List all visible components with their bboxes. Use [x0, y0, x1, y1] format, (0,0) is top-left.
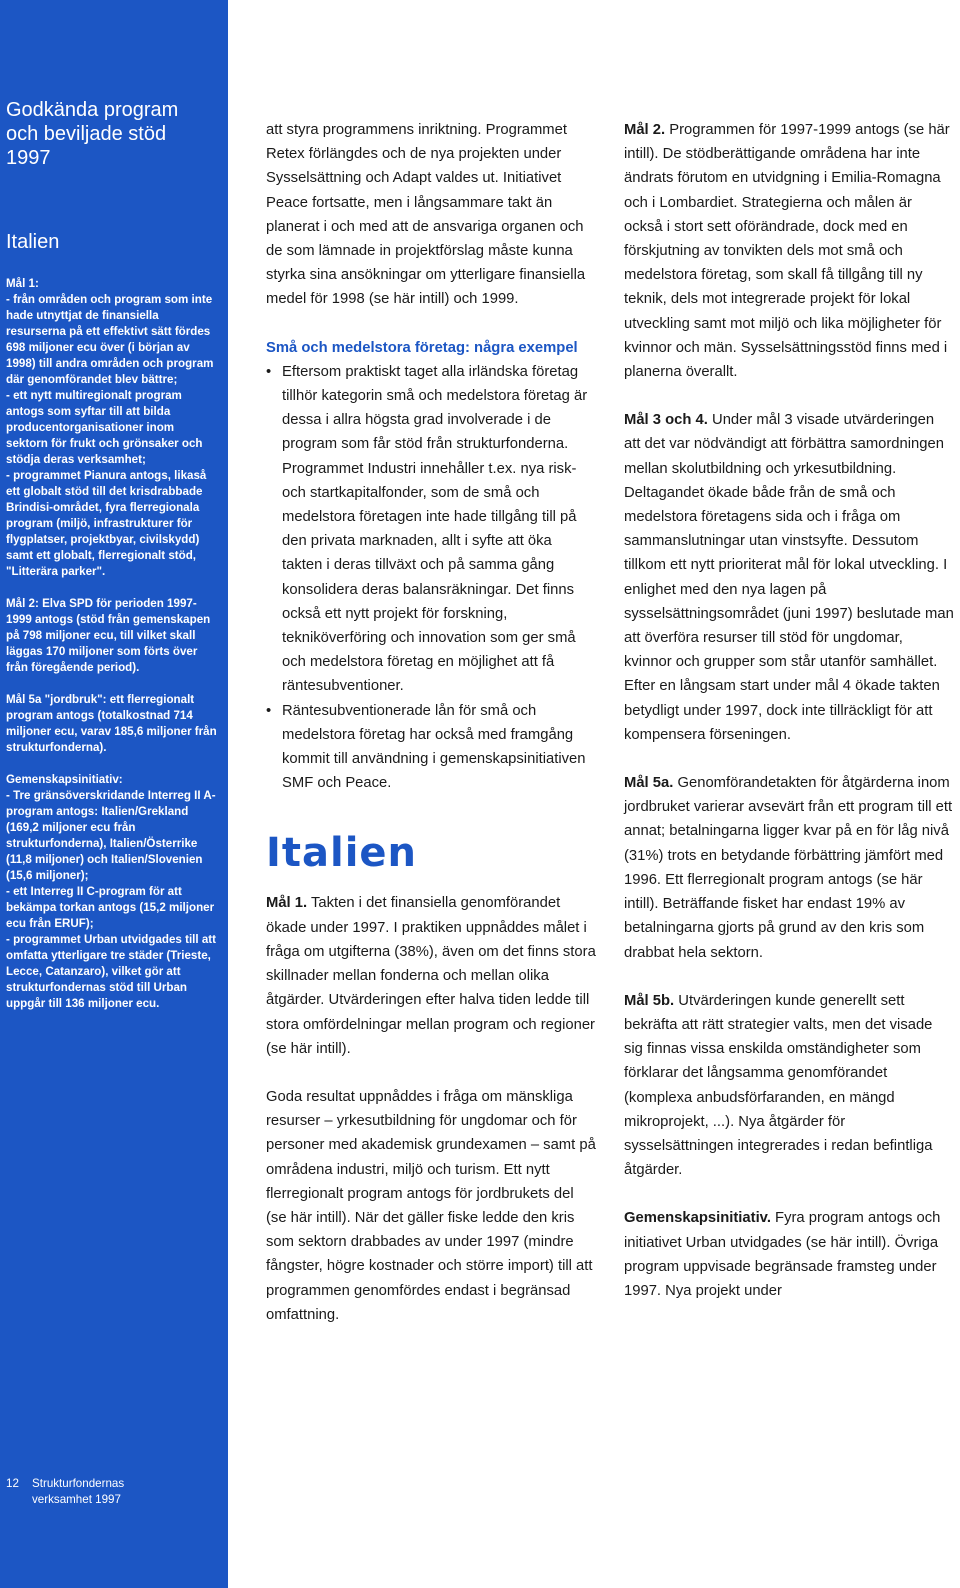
sme-heading: Små och medelstora företag: några exempel — [266, 339, 578, 356]
section-heading: Italien — [266, 830, 418, 877]
bullet-icon: • — [266, 702, 272, 719]
mal5a-label: Mål 5a. — [624, 775, 674, 792]
mal5a-paragraph — [624, 771, 954, 965]
middle-column — [266, 118, 596, 1327]
mal2-text: Programmen för 1997-1999 antogs (se här intill). De stödberättigande områdena har inte ändrats förutom en utvidgning i Emilia-Romagna och i Lombardiet. Strategierna och målen är också i stort sett oförändrade, dock med en förskjutning av tonvikten dels mot små och medelstora företag, som skall få tillgång till ny teknik, dels mot integrerade projekt för lokal utveckling samt mot miljö och lika möjligheter för kvinnor och män. Sysselsättningsstöd finns med i planerna överallt. — [624, 122, 950, 381]
mal1-text: Takten i det finansiella genomförandet ökade under 1997. I praktiken uppnåddes målet i fråga om utgifterna (38%), även om det finns stora skillnader mellan fonderna och mellan olika åtgärder. Utvärderingen efter halva tiden ledde till stora omfördelningar mellan program och regioner (se här intill). — [266, 895, 596, 1057]
bullet-text: Räntesubventionerade lån för små och medelstora företag har också med framgång kommit till användning i gemenskapsinitiativen SMF och Peace. — [282, 702, 586, 792]
sidebar-title: Godkända program och beviljade stöd 1997 — [6, 99, 179, 169]
intro-paragraph: att styra programmens inriktning. Programmet Retex förlängdes och de nya projekten under Sysselsättning och Adapt valdes ut. Initiativet Peace fortsatte, men i långsammare takt än planerat i och med att de ansvariga organen och de som lämnade in projektförslag måste kunna styrka sina ansökningar om ytterligare finansiella medel för 1998 (se här intill) och 1999. — [266, 122, 586, 308]
mal34-paragraph — [624, 408, 954, 747]
list-item — [266, 699, 596, 796]
mal34-text: Under mål 3 visade utvärderingen att det var nödvändigt att förbättra samordningen mellan skolutbildning och yrkesutbildning. Deltagandet ökade både från de små och medelstora företagens sida och i fråga om sammanslutningar utan vinstsyfte. Dessutom tillkom ett nytt prioriterat mål för lokal utveckling. I enlighet med den nya lagen på sysselsättningsområdet (juni 1997) beslutade man att överföra resurser till stöd för ungdomar, kvinnor och grupper som står utanför samhället. Efter en långsam start under mål 4 ökade takten betydligt under 1997, dock inte tillräckligt för att kompensera förseningen. — [624, 412, 954, 743]
sme-bullet-list — [266, 360, 596, 796]
bullet-icon: • — [266, 363, 272, 380]
goda-paragraph: Goda resultat uppnåddes i fråga om mänskliga resurser – yrkesutbildning för ungdomar och för personer med akademisk grundexamen – samt på områdena industri, miljö och turism. Ett nytt flerregionalt program antogs för jordbrukets del (se här intill). När det gäller fiske ledde den kris som sektorn drabbades av under 1997 (mindre fångster, högre kostnader och större import) till att programmen genomfördes endast i begränsad omfattning. — [266, 1088, 596, 1323]
sidebar-blocks — [6, 276, 218, 1028]
list-item — [266, 360, 596, 699]
page-number: 12 — [6, 1477, 19, 1490]
mal2-label: Mål 2. — [624, 122, 666, 138]
footer-text: Strukturfondernas verksamhet 1997 — [32, 1477, 125, 1506]
sidebar-block-gemenskapsinitiativ: Gemenskapsinitiativ: - Tre gränsöverskridande Interreg II A-program antogs: Italien/Grekland (169,2 miljoner ecu från strukturfonderna), Italien/Österrike (11,8 miljoner) och Italien/Slovenien (15,6 miljoner); - ett Interreg II C-program för att bekämpa torkan antogs (15,2 miljoner ecu från ERUF); - programmet Urban utvidgades till att omfatta ytterligare tre städer (Trieste, Lecce, Catanzaro), vilket gör att strukturfondernas stöd till Urban uppgår till 136 miljoner ecu. — [6, 773, 217, 1010]
gemenskapsinitiativ-paragraph — [624, 1206, 954, 1303]
sidebar-block-mal2: Mål 2: Elva SPD för perioden 1997-1999 antogs (stöd från gemenskapen på 798 miljoner ecu, till vilket skall läggas 170 miljoner som förts över från föregående period). — [6, 597, 211, 674]
right-column — [624, 118, 954, 1303]
mal5a-text: Genomförandetakten för åtgärderna inom jordbruket varierar avsevärt från ett program till ett annat; betalningarna ligger kvar på en för låg nivå (31%) trots en betydande förbättring jämfört med 1996. Ett flerregionalt program antogs (se här intill). Beträffande fisket har endast 19% av betalningarna gjorts på grund av den kris som drabbat hela sektorn. — [624, 775, 953, 961]
sidebar — [0, 0, 228, 1588]
sidebar-block-mal5a: Mål 5a "jordbruk": ett flerregionalt program antogs (totalkostnad 714 miljoner ecu, varav 185,6 miljoner från strukturfonderna). — [6, 693, 217, 754]
bullet-text: Eftersom praktiskt taget alla irländska företag tillhör kategorin små och medelstora företag är dessa i allra högsta grad involverade i de program som får stöd från strukturfonderna. Programmet Industri innehåller t.ex. nya risk- och startkapitalfonder, som de små och medelstora företagen inte hade tillgång till på den privata marknaden, allt i syfte att öka takten i deras tillväxt och på samma gång konsolidera deras balansräkningar. Det finns också ett nytt projekt för forskning, tekniköverföring och innovation som ger små och medelstora företag en möjlighet att få räntesubventioner. — [282, 363, 588, 695]
sidebar-country: Italien — [6, 231, 60, 253]
gemenskapsinitiativ-label: Gemenskapsinitiativ. — [624, 1210, 771, 1227]
mal1-label: Mål 1. — [266, 895, 308, 912]
mal2-paragraph — [624, 118, 954, 384]
mal5b-paragraph — [624, 989, 954, 1183]
sidebar-block-mal1: Mål 1: - från områden och program som inte hade utnyttjat de finansiella resurserna på ett effektivt sätt fördes 698 miljoner ecu över (i början av 1998) till andra områden och program där genomförandet blev bättre; - ett nytt multiregionalt program antogs som syftar till att bilda producentorganisationer inom sektorn för frukt och grönsaker och stödja deras verksamhet; - programmet Pianura antogs, likaså ett globalt stöd till det krisdrabbade Brindisi-området, fyra flerregionala program (miljö, infrastrukturer för flygplatser, projektbyar, civilskydd) samt ett globalt, flerregionalt stöd, "Litterära parker". — [6, 277, 214, 578]
gemenskapsinitiativ-text: Fyra program antogs och initiativet Urban utvidgades (se här intill). Övriga program uppvisade begränsade framsteg under 1997. Nya projekt under — [624, 1210, 941, 1299]
mal1-paragraph — [266, 891, 596, 1060]
mal5b-text: Utvärderingen kunde generellt sett bekräfta att rätt strategier valts, men det visade sig finnas vissa enskilda omständigheter som förklarar det långsamma genomförandet (komplexa anbudsförfaranden, en mängd mikroprojekt, ...). Nya åtgärder för sysselsättningen integrerades i redan befintliga åtgärder. — [624, 992, 933, 1179]
page-footer — [6, 1476, 216, 1508]
mal34-label: Mål 3 och 4. — [624, 412, 708, 429]
mal5b-label: Mål 5b. — [624, 992, 675, 1009]
